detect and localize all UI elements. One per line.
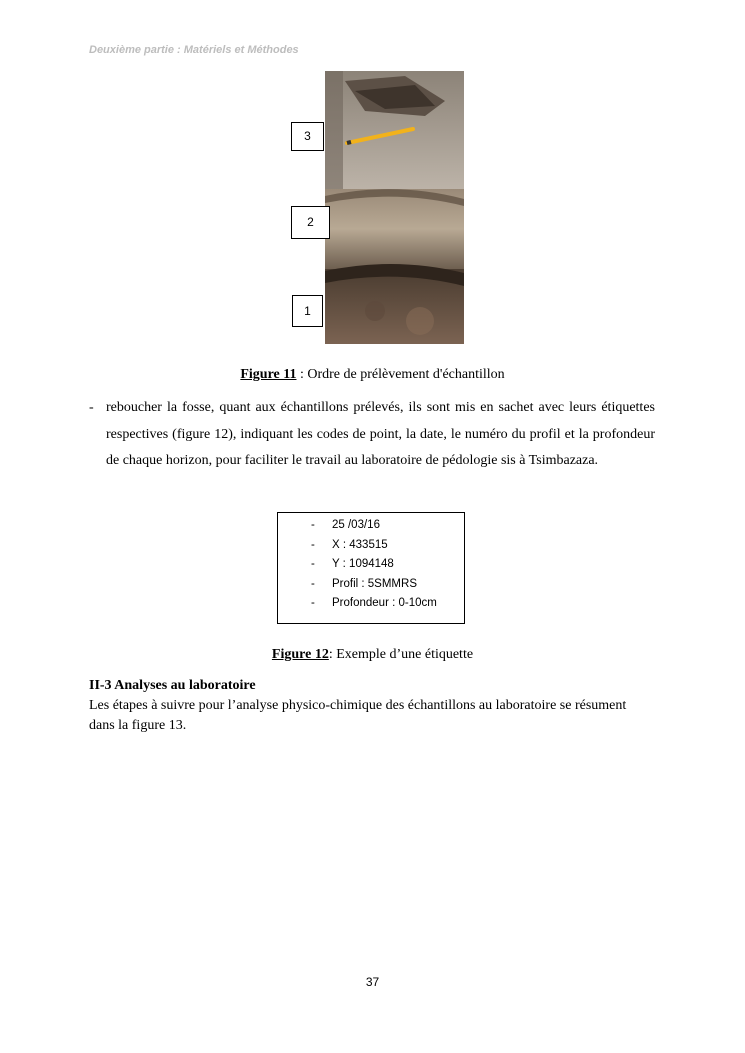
figure-12-ref: Figure 12 (271, 647, 329, 662)
horizon-label-3: 3 (291, 122, 324, 151)
figure-11-caption-text: : Ordre de prélèvement d'échantillon (296, 367, 505, 382)
label-row-text: Profondeur : 0-10cm (332, 597, 437, 609)
horizon-label-1: 1 (292, 295, 323, 327)
figure-11-caption (0, 367, 745, 383)
figure-12-caption (0, 647, 745, 663)
page-number: 37 (365, 975, 380, 989)
section-body: Les étapes à suivre pour l’analyse physico-chimique des échantillons au laboratoire se résument dans la figure 13. (89, 698, 627, 733)
bullet-dash: - (89, 400, 94, 415)
soil-profile-image (325, 71, 464, 344)
label-row-text: 25 /03/16 (332, 519, 380, 531)
label-row-date (278, 519, 464, 537)
label-row-dash: - (311, 519, 315, 531)
label-row-dash: - (311, 558, 315, 570)
soil-profile-photo (325, 71, 464, 344)
label-row-y (278, 558, 464, 576)
figure-11-ref: Figure 11 (240, 367, 297, 382)
label-row-x (278, 539, 464, 557)
label-row-text: Y : 1094148 (332, 558, 394, 570)
section-heading: II-3 Analyses au laboratoire (89, 678, 256, 693)
bullet-text: reboucher la fosse, quant aux échantillons prélevés, ils sont mis en sachet avec leurs étiquettes respectives (figure 12), indiquant les codes de point, la date, le numéro du profil et la profondeur de chaque horizon, pour faciliter le travail au laboratoire de pédologie sis à Tsimbazaza. (106, 400, 655, 469)
sample-label-example (277, 512, 465, 624)
label-row-dash: - (311, 578, 315, 590)
bullet-paragraph (89, 395, 655, 475)
label-row-dash: - (311, 597, 315, 609)
label-row-dash: - (311, 539, 315, 551)
running-header: Deuxième partie : Matériels et Méthodes (89, 44, 299, 56)
label-row-text: X : 433515 (332, 539, 388, 551)
label-row-profondeur (278, 597, 464, 615)
label-row-profil (278, 578, 464, 596)
label-row-text: Profil : 5SMMRS (332, 578, 417, 590)
figure-12-caption-text: : Exemple d’une étiquette (328, 647, 474, 662)
horizon-label-2: 2 (291, 206, 330, 239)
